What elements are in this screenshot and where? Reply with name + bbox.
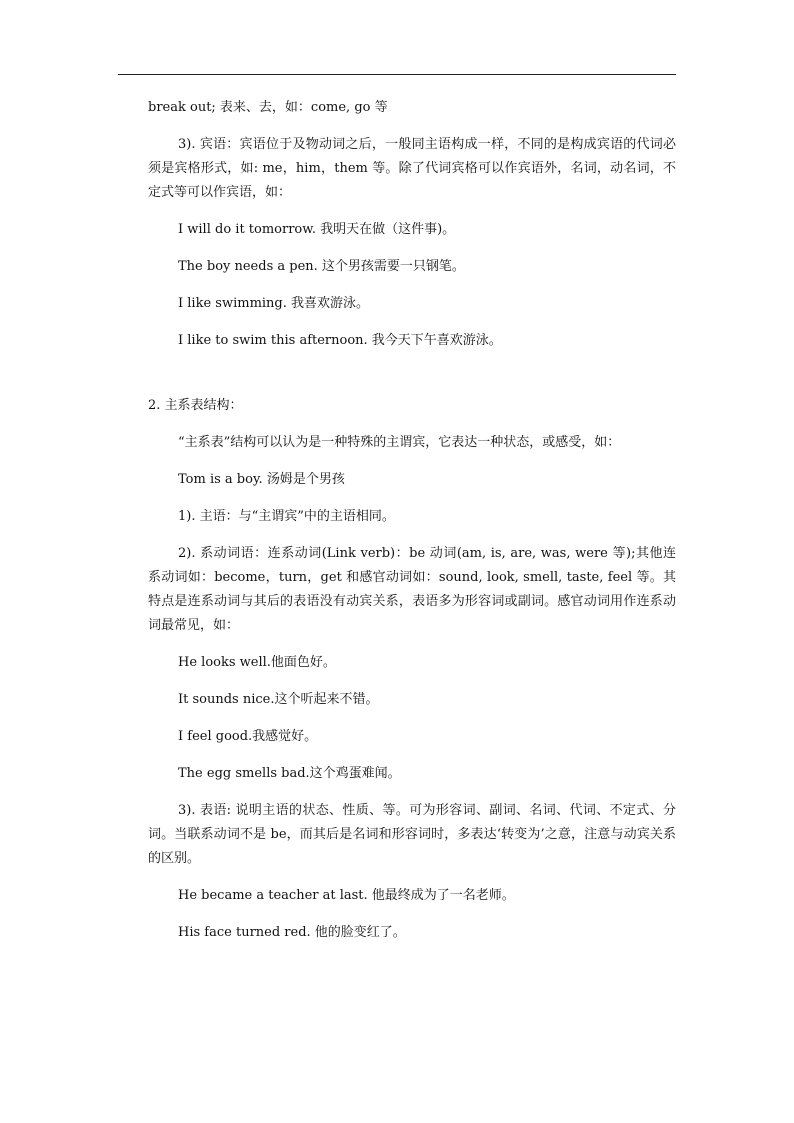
paragraph-link-verb: 2). 系动词语：连系动词(Link verb)：be 动词(am, is, are, was, were 等);其他连系动词如：become，turn，get 和感官动词如：sound, look, smell, taste, feel 等。其特点是连系动词与其后的表语没有动宾关系，表语多为形容词或副词。感官动词用作连系动词最常见，如： [148, 546, 676, 633]
example-sentence: Tom is a boy. 汤姆是个男孩 [178, 472, 345, 487]
example-sentence: His face turned red. 他的脸变红了。 [178, 925, 406, 940]
example-sentence: The egg smells bad.这个鸡蛋难闻。 [178, 766, 401, 781]
paragraph-predicative: 3). 表语: 说明主语的状态、性质、等。可为形容词、副词、名词、代词、不定式、分词。当联系动词不是 be，而其后是名词和形容词时，多表达‘转变为’之意，注意与动宾关系的区别。 [148, 803, 676, 866]
header-rule [118, 74, 676, 75]
paragraph-break-out: break out; 表来、去，如：come, go 等 [148, 100, 388, 115]
paragraph-svp-intro: “主系表”结构可以认为是一种特殊的主谓宾，它表达一种状态，或感受，如： [178, 435, 621, 450]
section-gap [148, 366, 676, 394]
example-sentence: I like to swim this afternoon. 我今天下午喜欢游泳。 [178, 333, 502, 348]
example-sentence: He became a teacher at last. 他最终成为了一名老师。 [178, 888, 515, 903]
example-sentence: He looks well.他面色好。 [178, 655, 336, 670]
paragraph-subject: 1). 主语：与“主谓宾”中的主语相同。 [178, 509, 395, 524]
example-sentence: I will do it tomorrow. 我明天在做（这件事)。 [178, 222, 456, 237]
example-sentence: The boy needs a pen. 这个男孩需要一只钢笔。 [178, 259, 465, 274]
document-body [148, 96, 676, 958]
paragraph-object-definition: 3). 宾语：宾语位于及物动词之后，一般同主语构成一样，不同的是构成宾语的代词必须是宾格形式，如: me，him，them 等。除了代词宾格可以作宾语外，名词，动名词，不定式等可以作宾语，如： [148, 137, 676, 200]
example-sentence: It sounds nice.这个听起来不错。 [178, 692, 379, 707]
example-sentence: I feel good.我感觉好。 [178, 729, 318, 744]
example-sentence: I like swimming. 我喜欢游泳。 [178, 296, 370, 311]
section-heading: 2. 主系表结构： [148, 398, 243, 413]
